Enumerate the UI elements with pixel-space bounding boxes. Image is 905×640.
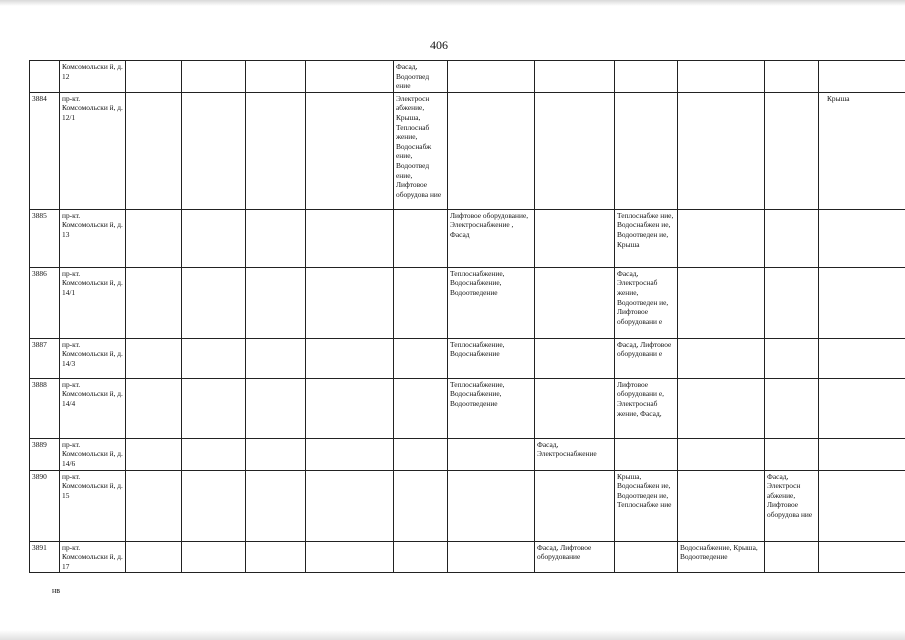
- page-number: 406: [430, 38, 448, 52]
- works-cell: Теплоснабжение, Водоснабжение, Водоотведение: [448, 267, 535, 338]
- works-cell: [819, 470, 905, 541]
- works-cell: [819, 209, 905, 267]
- works-cell: Лифтовое оборудовани е, Электроснаб жение, Фасад,: [615, 378, 678, 438]
- works-cell: [765, 541, 819, 573]
- scan-edge-top: [0, 0, 905, 6]
- works-cell: [678, 378, 765, 438]
- works-cell: [394, 438, 448, 470]
- works-cell: Фасад, Электроснабжение: [535, 438, 615, 470]
- table-row: [30, 61, 905, 93]
- address-cell: пр-кт. Комсомольски й, д. 14/1: [60, 267, 126, 338]
- works-cell: [448, 61, 535, 93]
- address-cell: пр-кт. Комсомольски й, д. 17: [60, 541, 126, 573]
- row-number: 3887: [30, 338, 60, 378]
- address-cell: пр-кт. Комсомольски й, д. 14/3: [60, 338, 126, 378]
- works-cell: [819, 267, 905, 338]
- works-cell: [448, 541, 535, 573]
- works-cell: Фасад, Водоотвед ение: [394, 61, 448, 93]
- address-cell: Комсомольски й, д. 12: [60, 61, 126, 93]
- table-row: [30, 378, 905, 438]
- works-cell: [394, 338, 448, 378]
- scan-edge-bottom: [0, 630, 905, 640]
- address-cell: пр-кт. Комсомольски й, д. 12/1: [60, 92, 126, 209]
- works-cell: Теплоснабжение, Водоснабжение, Водоотведение: [448, 378, 535, 438]
- works-cell: [615, 61, 678, 93]
- row-number: 3888: [30, 378, 60, 438]
- works-cell: Фасад, Электроснаб жение, Водоотведен ие, Лифтовое оборудовани е: [615, 267, 678, 338]
- works-cell: [678, 338, 765, 378]
- table-row: [30, 92, 905, 209]
- works-cell: [678, 267, 765, 338]
- works-cell: Лифтовое оборудование, Электроснабжение , Фасад: [448, 209, 535, 267]
- works-cell: Крыша: [819, 92, 905, 209]
- works-cell: [448, 438, 535, 470]
- address-cell: пр-кт. Комсомольски й, д. 13: [60, 209, 126, 267]
- works-cell: [448, 92, 535, 209]
- row-number: 3885: [30, 209, 60, 267]
- table-row: [30, 470, 905, 541]
- works-cell: [394, 209, 448, 267]
- table-row: [30, 209, 905, 267]
- row-number: [30, 61, 60, 93]
- works-cell: [615, 92, 678, 209]
- works-cell: [394, 267, 448, 338]
- row-number: 3886: [30, 267, 60, 338]
- works-cell: [819, 541, 905, 573]
- address-cell: пр-кт. Комсомольски й, д. 15: [60, 470, 126, 541]
- table-row: [30, 267, 905, 338]
- works-cell: [394, 378, 448, 438]
- works-cell: [819, 338, 905, 378]
- table-row: [30, 541, 905, 573]
- footer-note: нв: [52, 586, 61, 595]
- works-cell: Фасад, Лифтовое оборудовани е: [615, 338, 678, 378]
- works-cell: [535, 470, 615, 541]
- works-cell: Теплоснабже ние, Водоснабжен ие, Водоотведен ие, Крыша: [615, 209, 678, 267]
- works-cell: Водоснабжение, Крыша, Водоотведение: [678, 541, 765, 573]
- works-cell: Крыша, Водоснабжен ие, Водоотведен ие, Теплоснабже ние: [615, 470, 678, 541]
- works-cell: [678, 470, 765, 541]
- works-cell: [819, 61, 905, 93]
- row-number: 3890: [30, 470, 60, 541]
- works-cell: Фасад, Электросн абжение, Лифтовое оборудова ние: [765, 470, 819, 541]
- works-cell: [678, 92, 765, 209]
- row-number: 3889: [30, 438, 60, 470]
- works-cell: [448, 470, 535, 541]
- works-cell: [678, 438, 765, 470]
- address-cell: пр-кт. Комсомольски й, д. 14/6: [60, 438, 126, 470]
- address-cell: пр-кт. Комсомольски й, д. 14/4: [60, 378, 126, 438]
- works-cell: Электросн абжение, Крыша, Теплоснаб жение, Водоснабж ение, Водоотвед ение, Лифтовое оборудова ние: [394, 92, 448, 209]
- table-row: [30, 338, 905, 378]
- works-cell: [394, 470, 448, 541]
- works-cell: [819, 378, 905, 438]
- table-row: [30, 438, 905, 470]
- works-cell: [615, 541, 678, 573]
- works-cell: [615, 438, 678, 470]
- works-cell: [678, 209, 765, 267]
- row-number: 3884: [30, 92, 60, 209]
- works-cell: [678, 61, 765, 93]
- row-number: 3891: [30, 541, 60, 573]
- works-cell: [819, 438, 905, 470]
- repair-schedule-table: [29, 60, 905, 573]
- works-cell: Фасад, Лифтовое оборудование: [535, 541, 615, 573]
- works-cell: [394, 541, 448, 573]
- works-cell: Теплоснабжение, Водоснабжение: [448, 338, 535, 378]
